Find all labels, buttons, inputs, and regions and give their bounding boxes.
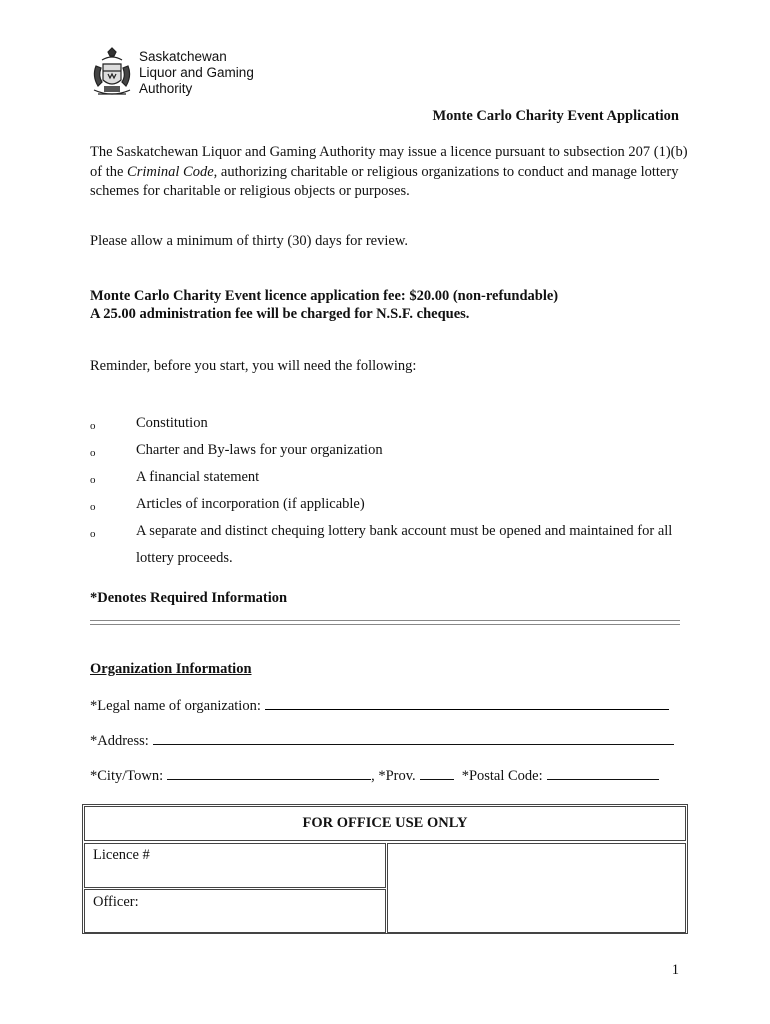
requirement-text: Articles of incorporation (if applicable) bbox=[136, 496, 365, 512]
officer-label: Officer: bbox=[93, 894, 139, 910]
page-number: 1 bbox=[671, 962, 679, 978]
organization-info-heading: Organization Information bbox=[90, 661, 252, 677]
address-row bbox=[90, 732, 674, 750]
org-name-line2: Liquor and Gaming bbox=[139, 65, 254, 80]
officer-cell[interactable] bbox=[84, 889, 386, 933]
review-note: Please allow a minimum of thirty (30) days for review. bbox=[90, 233, 408, 249]
city-field[interactable] bbox=[167, 767, 371, 780]
bullet-icon: o bbox=[90, 501, 96, 513]
reminder-text: Reminder, before you start, you will need the following: bbox=[90, 358, 417, 374]
licence-number-cell[interactable] bbox=[84, 843, 386, 888]
requirement-text: Charter and By-laws for your organization bbox=[136, 442, 383, 458]
address-label: *Address: bbox=[90, 733, 149, 749]
org-name-block bbox=[139, 49, 254, 97]
city-label: *City/Town: bbox=[90, 768, 164, 784]
required-info-note: *Denotes Required Information bbox=[90, 590, 288, 606]
bullet-icon: o bbox=[90, 447, 96, 459]
nsf-fee-line: A 25.00 administration fee will be charged for N.S.F. cheques. bbox=[90, 306, 470, 322]
office-use-box bbox=[82, 804, 688, 934]
bullet-icon: o bbox=[90, 420, 96, 432]
city-row bbox=[90, 767, 659, 785]
intro-paragraph bbox=[90, 143, 690, 202]
requirement-text: A separate and distinct chequing lottery bank account must be opened and maintained for all lottery proceeds. bbox=[136, 523, 673, 566]
intro-text-after: , authorizing charitable or religious organizations to conduct and manage lottery schemes for charitable or religious objects or purposes. bbox=[90, 163, 679, 199]
postal-code-field[interactable] bbox=[547, 767, 659, 780]
office-use-header: FOR OFFICE USE ONLY bbox=[84, 806, 686, 841]
prov-field[interactable] bbox=[420, 767, 454, 780]
legal-name-label: *Legal name of organization: bbox=[90, 698, 261, 714]
intro-text-before: The Saskatchewan Liquor and Gaming Authority may issue a licence pursuant to subsection 207 (1)(b) of the bbox=[90, 144, 688, 180]
section-divider bbox=[90, 620, 680, 625]
requirement-text: Constitution bbox=[136, 415, 208, 431]
document-title: Monte Carlo Charity Event Application bbox=[432, 108, 679, 124]
bullet-icon: o bbox=[90, 474, 96, 486]
bullet-icon: o bbox=[90, 528, 96, 540]
prov-label: , *Prov. bbox=[371, 768, 416, 784]
coat-of-arms-icon bbox=[88, 46, 136, 102]
requirement-text: A financial statement bbox=[136, 469, 260, 485]
org-name-line1: Saskatchewan bbox=[139, 49, 227, 64]
office-notes-cell[interactable] bbox=[387, 843, 686, 933]
intro-text-italic: Criminal Code bbox=[127, 163, 214, 180]
org-name-line3: Authority bbox=[139, 81, 193, 96]
licence-number-label: Licence # bbox=[93, 847, 150, 863]
legal-name-field[interactable] bbox=[265, 697, 669, 710]
postal-code-label: *Postal Code: bbox=[461, 768, 543, 784]
address-field[interactable] bbox=[153, 732, 674, 745]
application-fee-line: Monte Carlo Charity Event licence application fee: $20.00 (non-refundable) bbox=[90, 288, 559, 304]
legal-name-row bbox=[90, 697, 669, 715]
fee-block bbox=[90, 287, 558, 323]
